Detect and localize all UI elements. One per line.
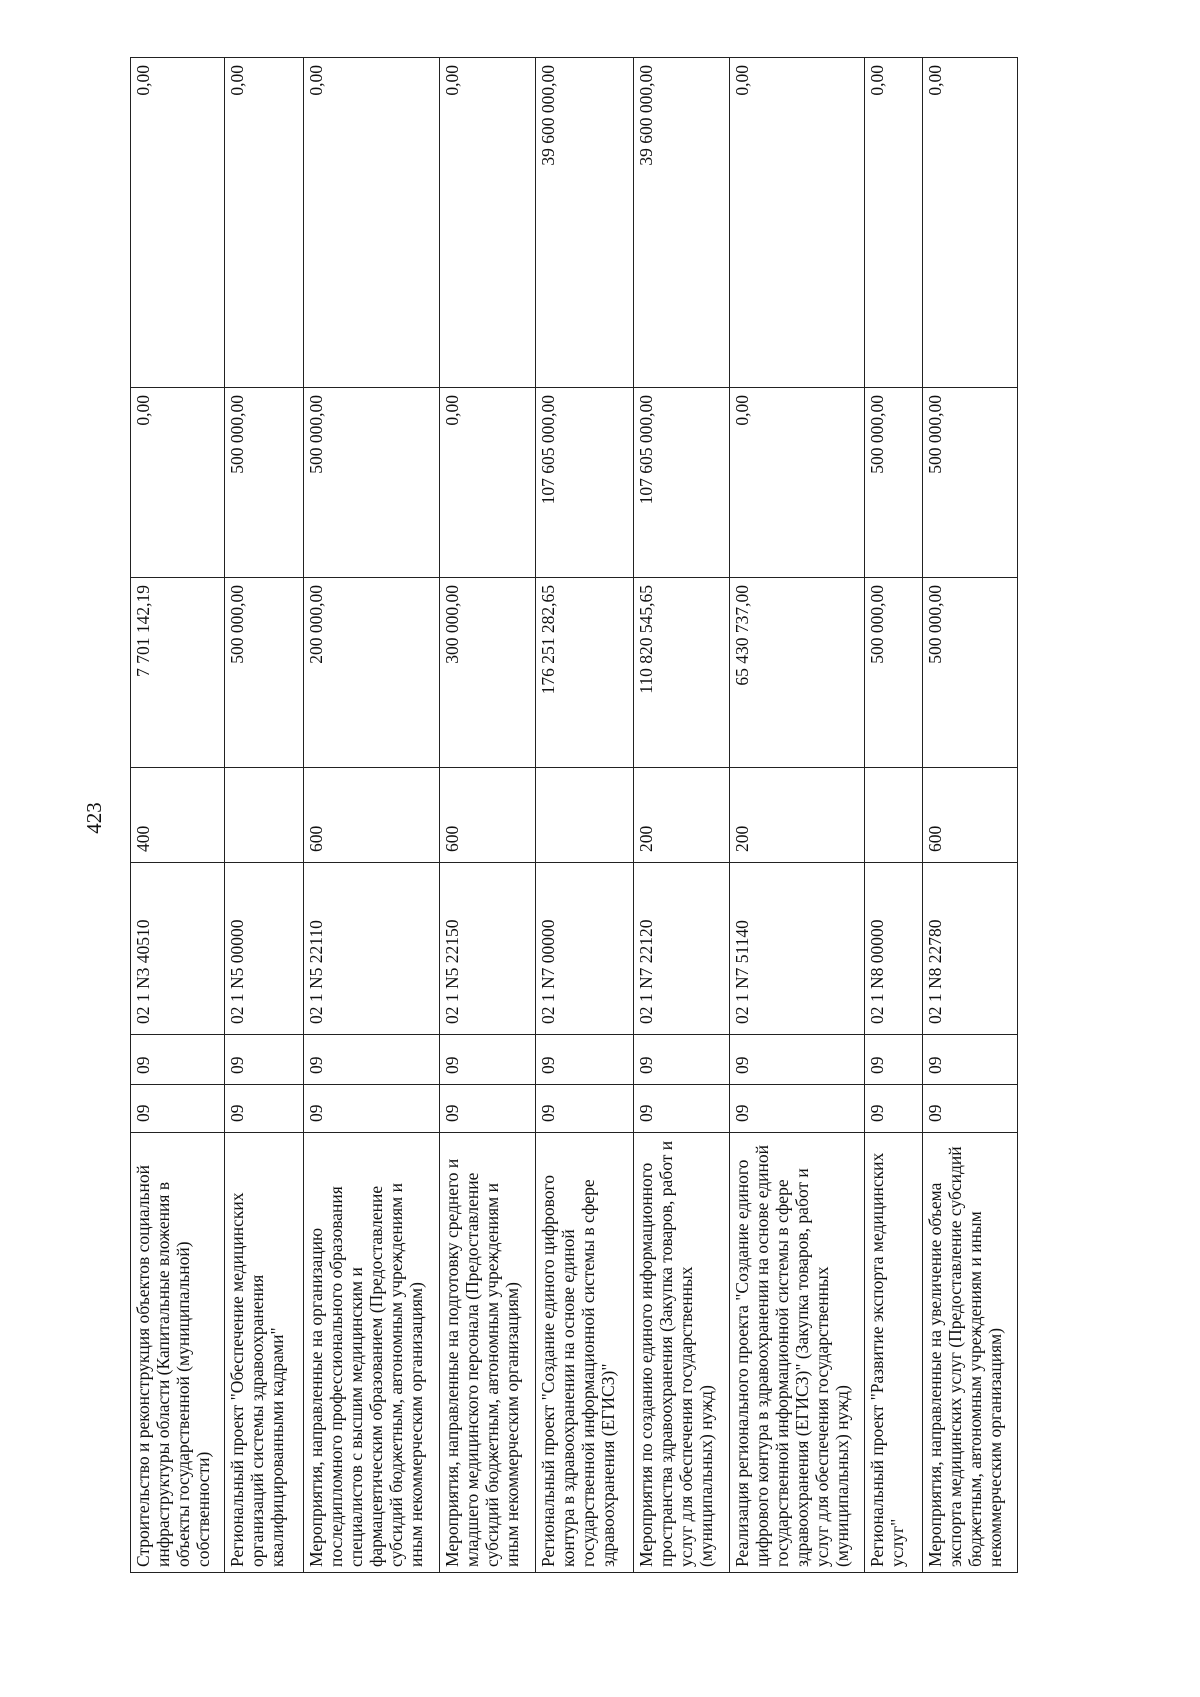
table-row — [923, 58, 1018, 1573]
amount-year-2: 500 000,00 — [923, 388, 1018, 578]
amount-year-3: 0,00 — [865, 58, 923, 388]
table-row — [225, 58, 304, 1573]
expense-type-code: 200 — [634, 768, 730, 863]
target-article-code: 02 1 N8 00000 — [865, 863, 923, 1035]
amount-year-3: 0,00 — [440, 58, 536, 388]
amount-year-1: 500 000,00 — [865, 578, 923, 768]
row-name: Региональный проект "Развитие экспорта медицинских услуг" — [865, 1133, 923, 1573]
row-name: Мероприятия по созданию единого информационного пространства здравоохранения (Закупка товаров, работ и услуг для обеспечения государственных (муниципальных) нужд) — [634, 1133, 730, 1573]
target-article-code: 02 1 N3 40510 — [131, 863, 225, 1035]
amount-year-2: 0,00 — [131, 388, 225, 578]
section-code: 09 — [634, 1085, 730, 1133]
table-row — [440, 58, 536, 1573]
table-row — [536, 58, 634, 1573]
subsection-code: 09 — [225, 1035, 304, 1085]
section-code: 09 — [131, 1085, 225, 1133]
section-code: 09 — [225, 1085, 304, 1133]
subsection-code: 09 — [730, 1035, 865, 1085]
row-name: Мероприятия, направленные на подготовку среднего и младшего медицинского персонала (Предоставление субсидий бюджетным, автономным учреждениям и иным некоммерческим организациям) — [440, 1133, 536, 1573]
subsection-code: 09 — [536, 1035, 634, 1085]
amount-year-3: 39 600 000,00 — [634, 58, 730, 388]
amount-year-3: 0,00 — [923, 58, 1018, 388]
row-name: Региональный проект "Создание единого цифрового контура в здравоохранении на основе единой государственной информационной системы в сфере здравоохранения (ЕГИСЗ)" — [536, 1133, 634, 1573]
table-row — [131, 58, 225, 1573]
target-article-code: 02 1 N5 22110 — [304, 863, 440, 1035]
target-article-code: 02 1 N8 22780 — [923, 863, 1018, 1035]
amount-year-1: 500 000,00 — [923, 578, 1018, 768]
amount-year-3: 0,00 — [131, 58, 225, 388]
amount-year-2: 500 000,00 — [304, 388, 440, 578]
expense-type-code — [865, 768, 923, 863]
expense-type-code: 400 — [131, 768, 225, 863]
amount-year-2: 500 000,00 — [865, 388, 923, 578]
amount-year-2: 0,00 — [730, 388, 865, 578]
amount-year-1: 500 000,00 — [225, 578, 304, 768]
section-code: 09 — [730, 1085, 865, 1133]
expense-type-code: 600 — [923, 768, 1018, 863]
section-code: 09 — [865, 1085, 923, 1133]
table-row — [634, 58, 730, 1573]
section-code: 09 — [923, 1085, 1018, 1133]
section-code: 09 — [536, 1085, 634, 1133]
row-name: Мероприятия, направленные на увеличение объема экспорта медицинских услуг (Предоставление субсидий бюджетным, автономным учреждениям и иным некоммерческим организациям) — [923, 1133, 1018, 1573]
row-name: Мероприятия, направленные на организацию последипломного профессионального образования специалистов с высшим медицинским и фармацевтическим образованием (Предоставление субсидий бюджетным, автономным учреждениям и иным некоммерческим организациям) — [304, 1133, 440, 1573]
subsection-code: 09 — [923, 1035, 1018, 1085]
row-name: Реализация регионального проекта "Создание единого цифрового контура в здравоохранении на основе единой государственной информационной системы в сфере здравоохранения (ЕГИСЗ)" (Закупка товаров, работ и услуг для обеспечения государственных (муниципальных) нужд) — [730, 1133, 865, 1573]
amount-year-2: 0,00 — [440, 388, 536, 578]
page-number: 423 — [82, 802, 106, 834]
expense-type-code: 600 — [304, 768, 440, 863]
table-row — [304, 58, 440, 1573]
budget-table — [130, 57, 1018, 1573]
table-row — [865, 58, 923, 1573]
amount-year-1: 200 000,00 — [304, 578, 440, 768]
section-code: 09 — [440, 1085, 536, 1133]
expense-type-code: 600 — [440, 768, 536, 863]
subsection-code: 09 — [131, 1035, 225, 1085]
subsection-code: 09 — [865, 1035, 923, 1085]
target-article-code: 02 1 N5 22150 — [440, 863, 536, 1035]
target-article-code: 02 1 N7 51140 — [730, 863, 865, 1035]
target-article-code: 02 1 N7 22120 — [634, 863, 730, 1035]
amount-year-1: 7 701 142,19 — [131, 578, 225, 768]
budget-table-container — [130, 58, 1068, 1573]
target-article-code: 02 1 N7 00000 — [536, 863, 634, 1035]
amount-year-3: 0,00 — [304, 58, 440, 388]
amount-year-3: 39 600 000,00 — [536, 58, 634, 388]
amount-year-1: 176 251 282,65 — [536, 578, 634, 768]
amount-year-2: 107 605 000,00 — [536, 388, 634, 578]
subsection-code: 09 — [304, 1035, 440, 1085]
subsection-code: 09 — [440, 1035, 536, 1085]
expense-type-code: 200 — [730, 768, 865, 863]
amount-year-2: 500 000,00 — [225, 388, 304, 578]
row-name: Региональный проект "Обеспечение медицинских организаций системы здравоохранения квалифицированными кадрами" — [225, 1133, 304, 1573]
amount-year-2: 107 605 000,00 — [634, 388, 730, 578]
row-name: Строительство и реконструкция объектов социальной инфраструктуры области (Капитальные вложения в объекты государственной (муниципальной) собственности) — [131, 1133, 225, 1573]
target-article-code: 02 1 N5 00000 — [225, 863, 304, 1035]
amount-year-1: 110 820 545,65 — [634, 578, 730, 768]
amount-year-1: 300 000,00 — [440, 578, 536, 768]
table-row — [730, 58, 865, 1573]
expense-type-code — [225, 768, 304, 863]
amount-year-3: 0,00 — [730, 58, 865, 388]
amount-year-1: 65 430 737,00 — [730, 578, 865, 768]
expense-type-code — [536, 768, 634, 863]
section-code: 09 — [304, 1085, 440, 1133]
subsection-code: 09 — [634, 1035, 730, 1085]
amount-year-3: 0,00 — [225, 58, 304, 388]
